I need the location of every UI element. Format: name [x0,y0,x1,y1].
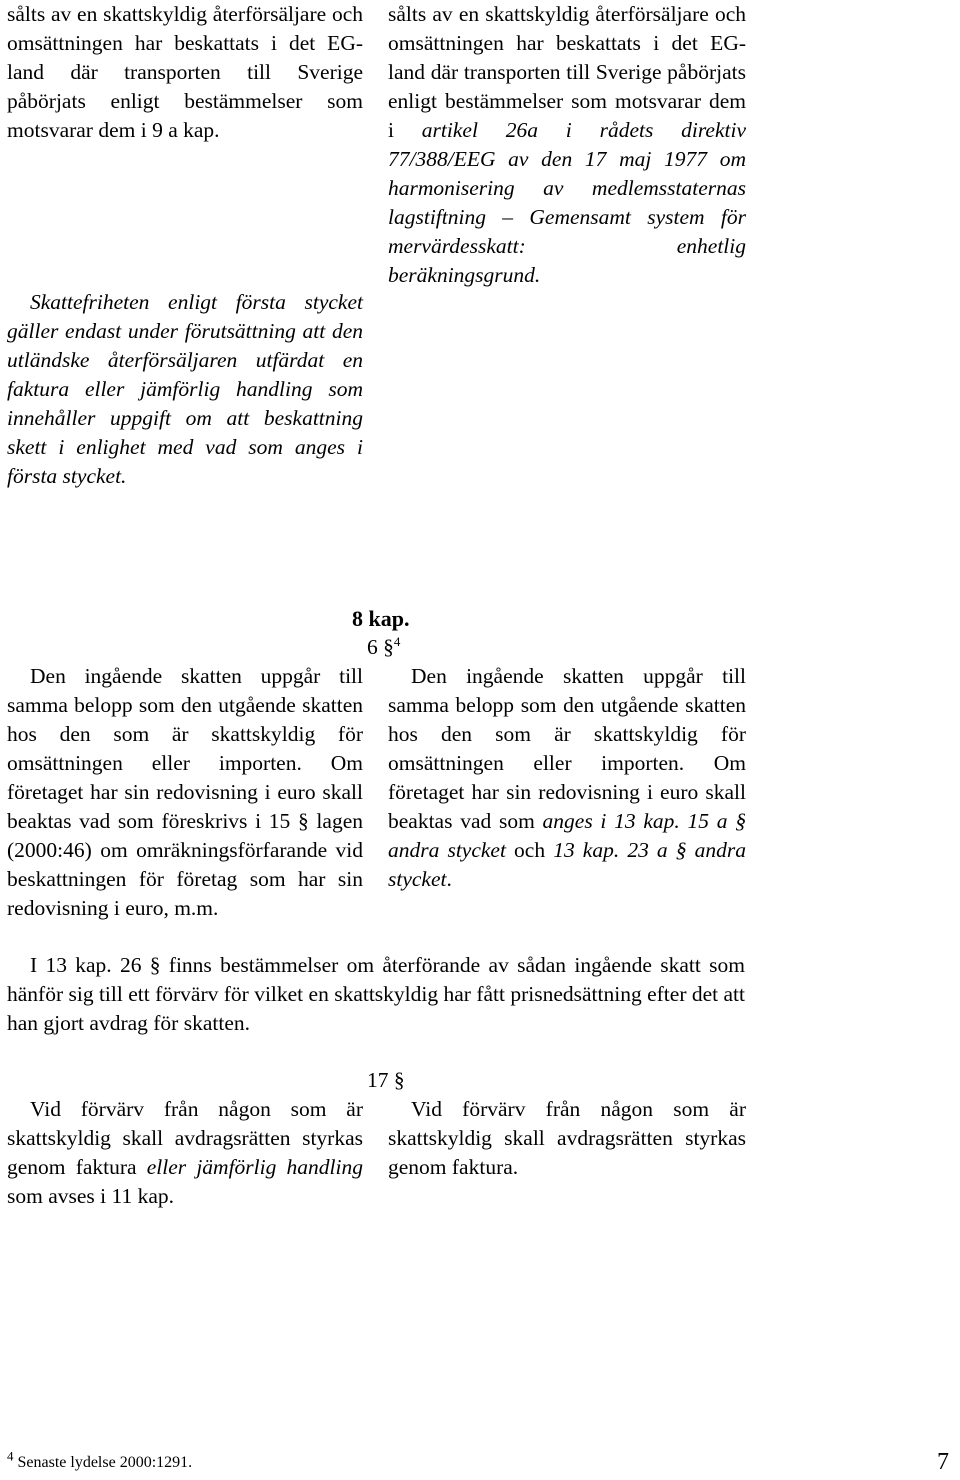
top-left-second-paragraph-text: Skattefriheten enligt första stycket gäller endast under förutsättning att den utländske återförsäljaren utfärdat en faktura eller jämförlig handling som innehåller uppgift om att beskattning skett i enlighet med vad som anges i första stycket. [7,290,363,488]
top-right-continuation [388,0,746,290]
paragraph-6-right-italic-2: 13 kap. 23 a § andra stycket [388,838,746,891]
paragraph-6-right [388,662,746,894]
footnote-marker: 4 [7,1448,14,1464]
paragraph-17-left-italic: eller jämförlig handling [146,1155,363,1179]
top-right-continuation-plain: sålts av en skattskyldig återförsäljare och omsättningen har beskattats i det EG-land där transporten till Sverige påbörjats enligt bestämmelser som motsvarar dem i [388,2,746,142]
paragraph-6-right-italic-1: anges i 13 kap. 15 a § andra stycket [388,809,746,862]
paragraph-17-left-plain-2: som avses i 11 kap. [7,1184,175,1208]
footnote-reference: 4 [393,633,401,649]
paragraph-6-right-plain-2: och [505,838,554,862]
paragraph-6-right-plain-1: Den ingående skatten uppgår till samma belopp som den utgående skatten hos den som är skattskyldig för omsättningen eller importen. Om företaget har sin redovisning i euro skall beaktas vad som [388,664,746,833]
top-left-column [7,0,363,491]
paragraph-6-label: 6 § [367,635,394,659]
paragraph-6-left: Den ingående skatten uppgår till samma belopp som den utgående skatten hos den som är skattskyldig för omsättningen eller importen. Om företaget har sin redovisning i euro skall beaktas vad som föreskrivs i 15 § lagen (2000:46) om omräkningsförfarande vid beskattningen för företag som har sin redovisning i euro, m.m. [7,664,363,920]
paragraph-6-right-plain-3: . [446,867,452,891]
common-paragraph: I 13 kap. 26 § finns bestämmelser om återförande av sådan ingående skatt som hänför sig till ett förvärv för vilket en skattskyldig har fått prisnedsättning efter det att han gjort avdrag för skatten. [7,953,745,1035]
top-left-continuation: sålts av en skattskyldig återförsäljare och omsättningen har beskattats i det EG-land där transporten till Sverige påbörjats enligt bestämmelser som motsvarar dem i 9 a kap. [7,2,363,142]
paragraph-17-number: 17 § [367,1068,405,1092]
paragraph-17-left [7,1095,363,1211]
paragraph-17-right: Vid förvärv från någon som är skattskyldig skall avdragsrätten styrkas genom faktura. [388,1097,746,1179]
top-right-continuation-italic: artikel 26a i rådets direktiv 77/388/EEG av den 17 maj 1977 om harmonisering av medlemsstaternas lagstiftning – Gemensamt system för mervärdesskatt: enhetlig beräkningsgrund. [388,118,746,287]
chapter-heading: 8 kap. [352,606,410,631]
paragraph-17-left-plain-1: Vid förvärv från någon som är skattskyldig skall avdragsrätten styrkas genom faktura [7,1097,363,1179]
footnote [7,1448,193,1473]
paragraph-6-number [367,633,400,662]
footnote-text: Senaste lydelse 2000:1291. [17,1454,193,1471]
page-number: 7 [937,1449,949,1475]
top-right-column [388,0,746,290]
top-left-second-paragraph [7,288,363,491]
